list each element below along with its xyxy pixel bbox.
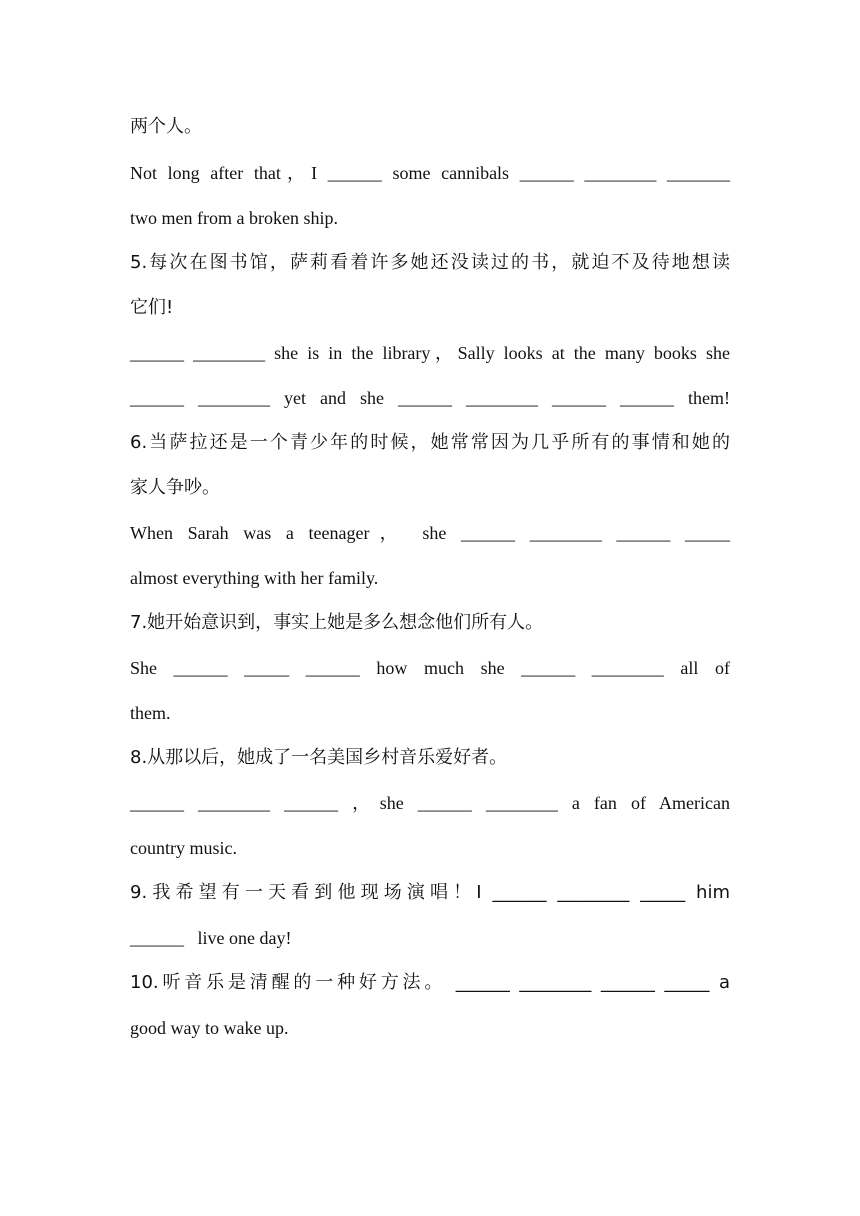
question-6-answer-2: almost everything with her family. — [130, 568, 379, 588]
text-line-1: 两个人。 — [130, 116, 202, 137]
question-7-answer-1: She ______ _____ ______ how much she ______ ________ all of — [130, 658, 730, 678]
question-10-prompt: 10.听音乐是清醒的一种好方法。 ______ ________ ______ _____ a — [130, 972, 730, 993]
question-5-prompt: 5.每次在图书馆，萨莉看着许多她还没读过的书，就迫不及待地想读 — [130, 252, 730, 273]
question-5-answer-1: ______ ________ she is in the library，Sally looks at the many books she — [130, 343, 730, 363]
question-10-answer: good way to wake up. — [130, 1018, 289, 1038]
question-9-answer: ______ live one day! — [130, 928, 292, 948]
question-5-answer-2: ______ ________ yet and she ______ ________ ______ ______ them! — [130, 388, 730, 408]
text-line-2: Not long after that，I ______ some cannibals ______ ________ _______ — [130, 163, 730, 183]
question-8-answer-1: ______ ________ ______ ，she ______ ________ a fan of American — [130, 793, 730, 813]
question-7-answer-2: them. — [130, 703, 171, 723]
question-6-answer-1: When Sarah was a teenager， she ______ ________ ______ _____ — [130, 523, 730, 543]
question-8-prompt: 8.从那以后，她成了一名美国乡村音乐爱好者。 — [130, 747, 508, 768]
question-6-prompt-cont: 家人争吵。 — [130, 477, 220, 498]
question-9-prompt: 9.我希望有一天看到他现场演唱！I ______ ________ _____ him — [130, 882, 730, 903]
question-6-prompt: 6.当萨拉还是一个青少年的时候，她常常因为几乎所有的事情和她的 — [130, 432, 730, 453]
question-5-prompt-cont: 它们! — [130, 297, 174, 318]
question-7-prompt: 7.她开始意识到，事实上她是多么想念他们所有人。 — [130, 612, 544, 633]
text-line-3: two men from a broken ship. — [130, 208, 338, 228]
question-8-answer-2: country music. — [130, 838, 237, 858]
